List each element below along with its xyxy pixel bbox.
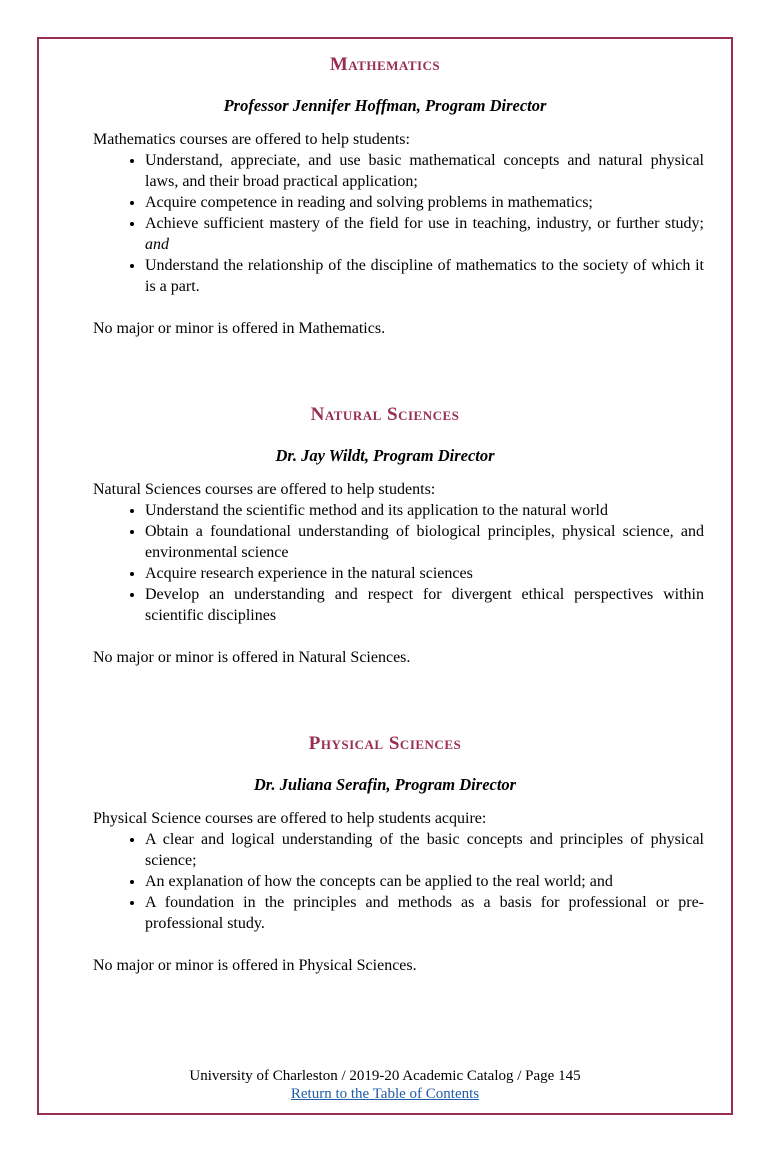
bullet-list-natural-sciences — [93, 500, 704, 626]
intro-text-mathematics: Mathematics courses are offered to help students: — [93, 131, 410, 148]
intro-text-natural-sciences: Natural Sciences courses are offered to help students: — [93, 481, 436, 498]
bullet-item: • Understand, appreciate, and use basic mathematical concepts and natural physical laws, and their broad practical application; — [145, 150, 704, 192]
section-mathematics — [93, 53, 704, 339]
section-title-mathematics: Mathematics — [329, 54, 441, 75]
note-text-mathematics: No major or minor is offered in Mathematics. — [93, 320, 386, 337]
footer-info: University of Charleston / 2019-20 Academic Catalog / Page 145 — [189, 1068, 581, 1084]
bullet-list-mathematics — [93, 150, 704, 297]
catalog-page — [37, 37, 733, 1115]
section-natural-sciences — [93, 403, 704, 668]
note-text-natural-sciences: No major or minor is offered in Natural Sciences. — [93, 649, 411, 666]
director-line-natural-sciences: Dr. Jay Wildt, Program Director — [275, 446, 495, 465]
italic-and: and — [145, 236, 169, 253]
director-line-mathematics: Professor Jennifer Hoffman, Program Director — [223, 96, 547, 115]
bullet-list-physical-sciences — [93, 829, 704, 934]
bullet-item: • A foundation in the principles and methods as a basis for professional or pre-professional study. — [145, 892, 704, 934]
bullet-item: • An explanation of how the concepts can be applied to the real world; and — [145, 871, 704, 892]
section-physical-sciences — [93, 732, 704, 976]
bullet-item: • Obtain a foundational understanding of biological principles, physical science, and environmental science — [145, 521, 704, 563]
note-text-physical-sciences: No major or minor is offered in Physical Sciences. — [93, 957, 417, 974]
bullet-item: • Achieve sufficient mastery of the field for use in teaching, industry, or further study; and — [145, 213, 704, 255]
director-line-physical-sciences: Dr. Juliana Serafin, Program Director — [253, 775, 517, 794]
bullet-item: • Acquire research experience in the natural sciences — [145, 563, 704, 584]
section-title-physical-sciences: Physical Sciences — [308, 733, 462, 754]
intro-text-physical-sciences: Physical Science courses are offered to help students acquire: — [93, 810, 487, 827]
bullet-item: • Acquire competence in reading and solving problems in mathematics; — [145, 192, 704, 213]
page-footer — [39, 1067, 731, 1103]
bullet-item: • Understand the scientific method and its application to the natural world — [145, 500, 704, 521]
bullet-item: • A clear and logical understanding of the basic concepts and principles of physical science; — [145, 829, 704, 871]
toc-link[interactable]: Return to the Table of Contents — [290, 1086, 480, 1102]
bullet-item: • Understand the relationship of the discipline of mathematics to the society of which it is a part. — [145, 255, 704, 297]
section-title-natural-sciences: Natural Sciences — [310, 404, 460, 425]
bullet-item: • Develop an understanding and respect for divergent ethical perspectives within scientific disciplines — [145, 584, 704, 626]
